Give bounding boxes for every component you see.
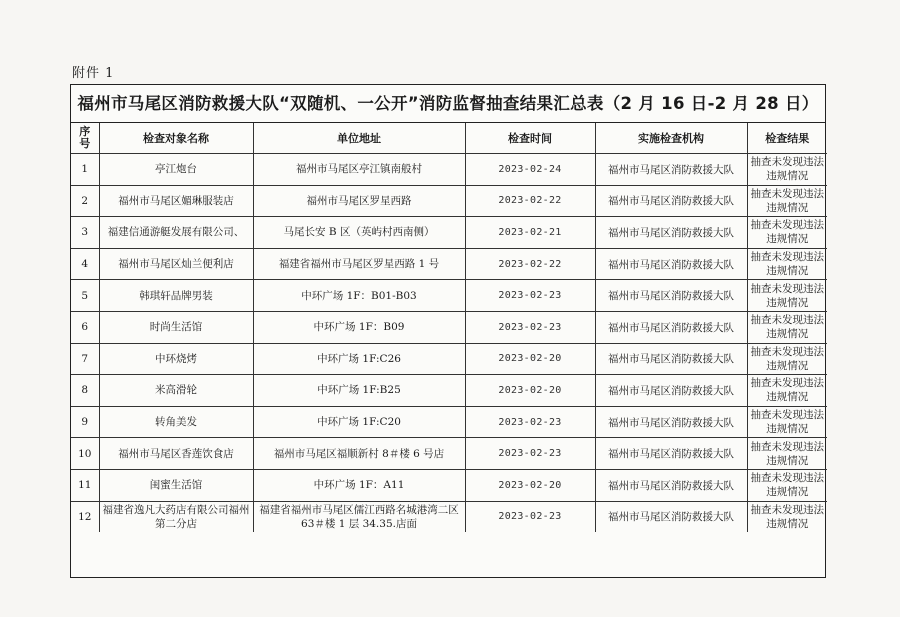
cell-agency: 福州市马尾区消防救援大队 xyxy=(595,501,747,532)
cell-seq: 4 xyxy=(71,248,99,280)
cell-agency: 福州市马尾区消防救援大队 xyxy=(595,343,747,375)
cell-address: 中环广场 1F：B01-B03 xyxy=(253,280,465,312)
cell-agency: 福州市马尾区消防救援大队 xyxy=(595,185,747,217)
cell-address: 福建省福州市马尾区罗星西路 1 号 xyxy=(253,248,465,280)
cell-result: 抽查未发现违法违规情况 xyxy=(747,280,827,312)
header-result: 检查结果 xyxy=(747,123,827,154)
cell-agency: 福州市马尾区消防救援大队 xyxy=(595,154,747,186)
cell-result: 抽查未发现违法违规情况 xyxy=(747,311,827,343)
cell-result: 抽查未发现违法违规情况 xyxy=(747,406,827,438)
cell-date: 2023-02-20 xyxy=(465,375,595,407)
cell-agency: 福州市马尾区消防救援大队 xyxy=(595,248,747,280)
cell-date: 2023-02-22 xyxy=(465,185,595,217)
results-table-frame xyxy=(70,84,826,578)
attachment-label: 附件 1 xyxy=(72,66,115,81)
cell-name: 福州市马尾区媚琳服装店 xyxy=(99,185,253,217)
cell-date: 2023-02-23 xyxy=(465,406,595,438)
cell-name: 福州市马尾区香莲饮食店 xyxy=(99,438,253,470)
table-row xyxy=(71,343,827,375)
cell-result: 抽查未发现违法违规情况 xyxy=(747,185,827,217)
cell-name: 福建省逸凡大药店有限公司福州第二分店 xyxy=(99,501,253,532)
cell-name: 闺蜜生活馆 xyxy=(99,469,253,501)
cell-address: 中环广场 1F:C20 xyxy=(253,406,465,438)
header-name: 检查对象名称 xyxy=(99,123,253,154)
cell-result: 抽查未发现违法违规情况 xyxy=(747,469,827,501)
cell-seq: 2 xyxy=(71,185,99,217)
cell-name: 福建信通游艇发展有限公司、 xyxy=(99,217,253,249)
cell-seq: 6 xyxy=(71,311,99,343)
cell-address: 福州市马尾区罗星西路 xyxy=(253,185,465,217)
table-row xyxy=(71,280,827,312)
cell-name: 时尚生活馆 xyxy=(99,311,253,343)
cell-result: 抽查未发现违法违规情况 xyxy=(747,438,827,470)
header-row xyxy=(71,123,827,154)
header-address: 单位地址 xyxy=(253,123,465,154)
cell-seq: 5 xyxy=(71,280,99,312)
cell-result: 抽查未发现违法违规情况 xyxy=(747,154,827,186)
table-row xyxy=(71,375,827,407)
table-row xyxy=(71,311,827,343)
cell-result: 抽查未发现违法违规情况 xyxy=(747,343,827,375)
cell-seq: 1 xyxy=(71,154,99,186)
cell-seq: 12 xyxy=(71,501,99,532)
cell-address: 中环广场 1F：A11 xyxy=(253,469,465,501)
header-seq: 序号 xyxy=(71,123,99,154)
cell-result: 抽查未发现违法违规情况 xyxy=(747,217,827,249)
cell-address: 福州市马尾区亭江镇南般村 xyxy=(253,154,465,186)
table-row xyxy=(71,185,827,217)
cell-date: 2023-02-21 xyxy=(465,217,595,249)
cell-date: 2023-02-23 xyxy=(465,280,595,312)
cell-result: 抽查未发现违法违规情况 xyxy=(747,375,827,407)
cell-name: 福州市马尾区灿兰便利店 xyxy=(99,248,253,280)
cell-address: 中环广场 1F:C26 xyxy=(253,343,465,375)
cell-agency: 福州市马尾区消防救援大队 xyxy=(595,375,747,407)
cell-address: 福州市马尾区福顺新村 8＃楼 6 号店 xyxy=(253,438,465,470)
header-date: 检查时间 xyxy=(465,123,595,154)
table-row xyxy=(71,154,827,186)
cell-seq: 10 xyxy=(71,438,99,470)
table-row xyxy=(71,438,827,470)
table-row xyxy=(71,217,827,249)
cell-result: 抽查未发现违法违规情况 xyxy=(747,248,827,280)
cell-name: 中环烧烤 xyxy=(99,343,253,375)
cell-date: 2023-02-24 xyxy=(465,154,595,186)
cell-address: 福建省福州市马尾区儒江西路名城港湾二区 63＃楼 1 层 34.35.店面 xyxy=(253,501,465,532)
cell-agency: 福州市马尾区消防救援大队 xyxy=(595,311,747,343)
table-title: 福州市马尾区消防救援大队“双随机、一公开”消防监督抽查结果汇总表（2 月 16 日-2 月 28 日） xyxy=(71,85,825,123)
table-body xyxy=(71,154,827,533)
table-row xyxy=(71,406,827,438)
cell-seq: 9 xyxy=(71,406,99,438)
cell-agency: 福州市马尾区消防救援大队 xyxy=(595,280,747,312)
cell-date: 2023-02-23 xyxy=(465,501,595,532)
cell-date: 2023-02-20 xyxy=(465,469,595,501)
cell-date: 2023-02-23 xyxy=(465,438,595,470)
cell-seq: 7 xyxy=(71,343,99,375)
results-table xyxy=(71,123,827,532)
cell-seq: 11 xyxy=(71,469,99,501)
cell-agency: 福州市马尾区消防救援大队 xyxy=(595,406,747,438)
header-agency: 实施检查机构 xyxy=(595,123,747,154)
cell-result: 抽查未发现违法违规情况 xyxy=(747,501,827,532)
table-row xyxy=(71,469,827,501)
cell-address: 马尾长安 B 区（英屿村西南侧） xyxy=(253,217,465,249)
cell-agency: 福州市马尾区消防救援大队 xyxy=(595,469,747,501)
cell-name: 亭江炮台 xyxy=(99,154,253,186)
cell-name: 米高滑轮 xyxy=(99,375,253,407)
cell-address: 中环广场 1F：B09 xyxy=(253,311,465,343)
cell-agency: 福州市马尾区消防救援大队 xyxy=(595,217,747,249)
cell-agency: 福州市马尾区消防救援大队 xyxy=(595,438,747,470)
cell-address: 中环广场 1F:B25 xyxy=(253,375,465,407)
cell-seq: 8 xyxy=(71,375,99,407)
cell-seq: 3 xyxy=(71,217,99,249)
table-row xyxy=(71,501,827,532)
table-row xyxy=(71,248,827,280)
cell-date: 2023-02-20 xyxy=(465,343,595,375)
cell-name: 韩琪轩品牌男装 xyxy=(99,280,253,312)
cell-date: 2023-02-22 xyxy=(465,248,595,280)
cell-name: 转角美发 xyxy=(99,406,253,438)
cell-date: 2023-02-23 xyxy=(465,311,595,343)
